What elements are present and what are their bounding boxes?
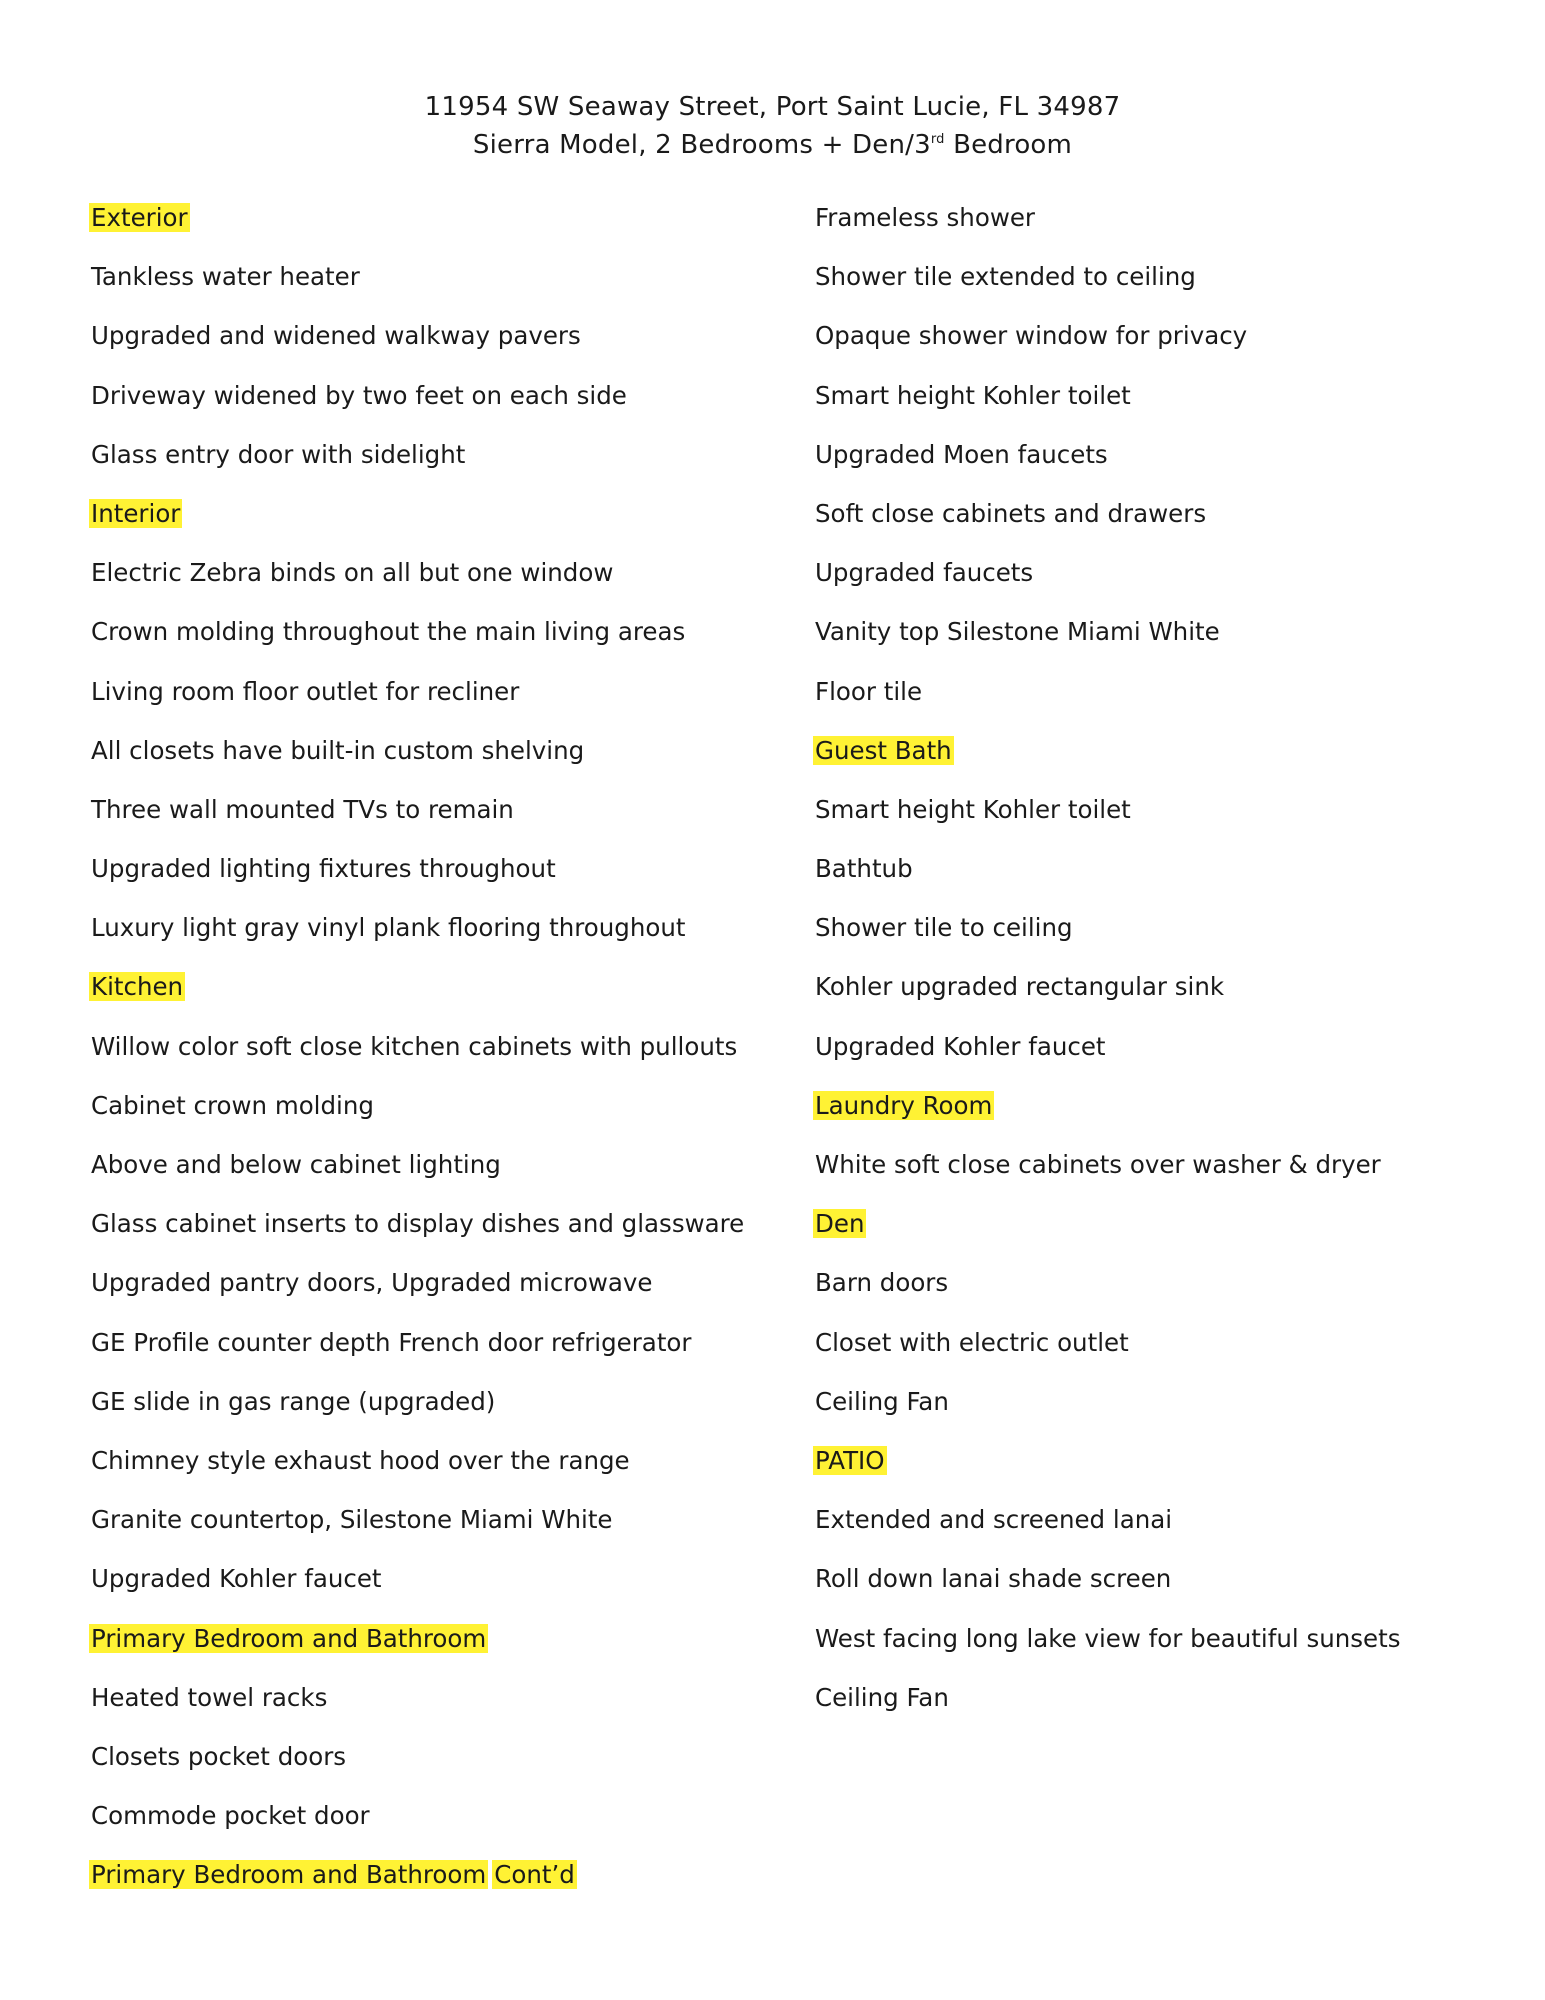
features-left-column	[91, 202, 791, 1918]
section-heading	[815, 735, 1515, 794]
section-heading-label: PATIO	[815, 1445, 885, 1475]
section-heading	[91, 971, 791, 1030]
section-heading	[91, 1859, 791, 1918]
feature-item: Granite countertop, Silestone Miami White	[91, 1505, 613, 1535]
feature-item: West facing long lake view for beautiful sunsets	[815, 1623, 1401, 1653]
feature-item: Kohler upgraded rectangular sink	[815, 972, 1225, 1002]
feature-item: Soft close cabinets and drawers	[815, 498, 1207, 528]
feature-item: Upgraded pantry doors, Upgraded microwave	[91, 1268, 653, 1298]
feature-item: Electric Zebra binds on all but one window	[91, 558, 614, 588]
property-address: 11954 SW Seaway Street, Port Saint Lucie, FL 34987	[424, 92, 1121, 122]
feature-item: Cabinet crown molding	[91, 1090, 374, 1120]
feature-item: Luxury light gray vinyl plank flooring throughout	[91, 913, 686, 943]
section-heading-label: Laundry Room	[815, 1090, 993, 1120]
feature-item: Roll down lanai shade screen	[815, 1564, 1172, 1594]
feature-item: Upgraded Kohler faucet	[91, 1564, 382, 1594]
feature-item: Shower tile to ceiling	[815, 913, 1073, 943]
section-heading-label: Guest Bath	[815, 735, 952, 765]
feature-item: Glass cabinet inserts to display dishes and glassware	[91, 1209, 745, 1239]
feature-item: Extended and screened lanai	[815, 1505, 1173, 1535]
feature-item: Vanity top Silestone Miami White	[815, 617, 1220, 647]
feature-item: GE slide in gas range (upgraded)	[91, 1386, 496, 1416]
document-header	[0, 88, 1545, 164]
section-heading-label: Primary Bedroom and Bathroom	[91, 1623, 487, 1653]
feature-item: Three wall mounted TVs to remain	[91, 794, 514, 824]
model-text-end: Bedroom	[944, 130, 1073, 160]
feature-item: Above and below cabinet lighting	[91, 1150, 501, 1179]
feature-item: Barn doors	[815, 1268, 949, 1298]
feature-item: Smart height Kohler toilet	[815, 380, 1131, 410]
section-heading-continued: Cont’d	[494, 1860, 575, 1890]
feature-item: Driveway widened by two feet on each side	[91, 380, 627, 410]
feature-item: Crown molding throughout the main living areas	[91, 617, 686, 647]
feature-item: Smart height Kohler toilet	[815, 794, 1131, 824]
feature-item: White soft close cabinets over washer & dryer	[815, 1150, 1381, 1179]
feature-item: Upgraded Moen faucets	[815, 439, 1108, 469]
feature-item: Upgraded and widened walkway pavers	[91, 321, 581, 351]
feature-item: Upgraded lighting fixtures throughout	[91, 854, 556, 884]
feature-item: Shower tile extended to ceiling	[815, 262, 1196, 292]
feature-item: GE Profile counter depth French door refrigerator	[91, 1327, 692, 1357]
section-heading	[91, 1623, 791, 1682]
feature-item: Floor tile	[815, 676, 923, 706]
feature-item: Ceiling Fan	[815, 1386, 949, 1416]
property-model	[0, 126, 1545, 164]
feature-item: Heated towel racks	[91, 1682, 328, 1712]
section-heading	[91, 498, 791, 557]
feature-item: Commode pocket door	[91, 1801, 370, 1831]
feature-item: Chimney style exhaust hood over the range	[91, 1445, 630, 1475]
section-heading-label: Exterior	[91, 203, 188, 232]
section-heading	[815, 1445, 1515, 1504]
model-text: Sierra Model, 2 Bedrooms + Den/3	[472, 130, 931, 160]
feature-item: Frameless shower	[815, 203, 1035, 232]
feature-item: Closets pocket doors	[91, 1741, 347, 1771]
feature-item: Upgraded faucets	[815, 558, 1034, 588]
features-right-column	[815, 202, 1515, 1741]
feature-item: Ceiling Fan	[815, 1682, 949, 1712]
section-heading-label: Den	[815, 1209, 865, 1239]
feature-item: Opaque shower window for privacy	[815, 321, 1248, 351]
section-heading-label: Kitchen	[91, 972, 184, 1002]
section-heading	[815, 1090, 1515, 1149]
feature-item: Closet with electric outlet	[815, 1327, 1129, 1357]
section-heading-label: Interior	[91, 498, 181, 528]
ordinal-suffix: rd	[930, 132, 945, 147]
feature-item: Bathtub	[815, 854, 913, 884]
feature-item: Upgraded Kohler faucet	[815, 1031, 1106, 1061]
feature-item: Living room floor outlet for recliner	[91, 676, 520, 706]
section-heading-label: Primary Bedroom and Bathroom	[91, 1860, 487, 1890]
feature-item: All closets have built-in custom shelving	[91, 735, 585, 765]
feature-item: Tankless water heater	[91, 262, 360, 292]
section-heading	[91, 202, 791, 261]
feature-item: Glass entry door with sidelight	[91, 439, 466, 469]
feature-item: Willow color soft close kitchen cabinets with pullouts	[91, 1031, 738, 1061]
section-heading	[815, 1208, 1515, 1267]
